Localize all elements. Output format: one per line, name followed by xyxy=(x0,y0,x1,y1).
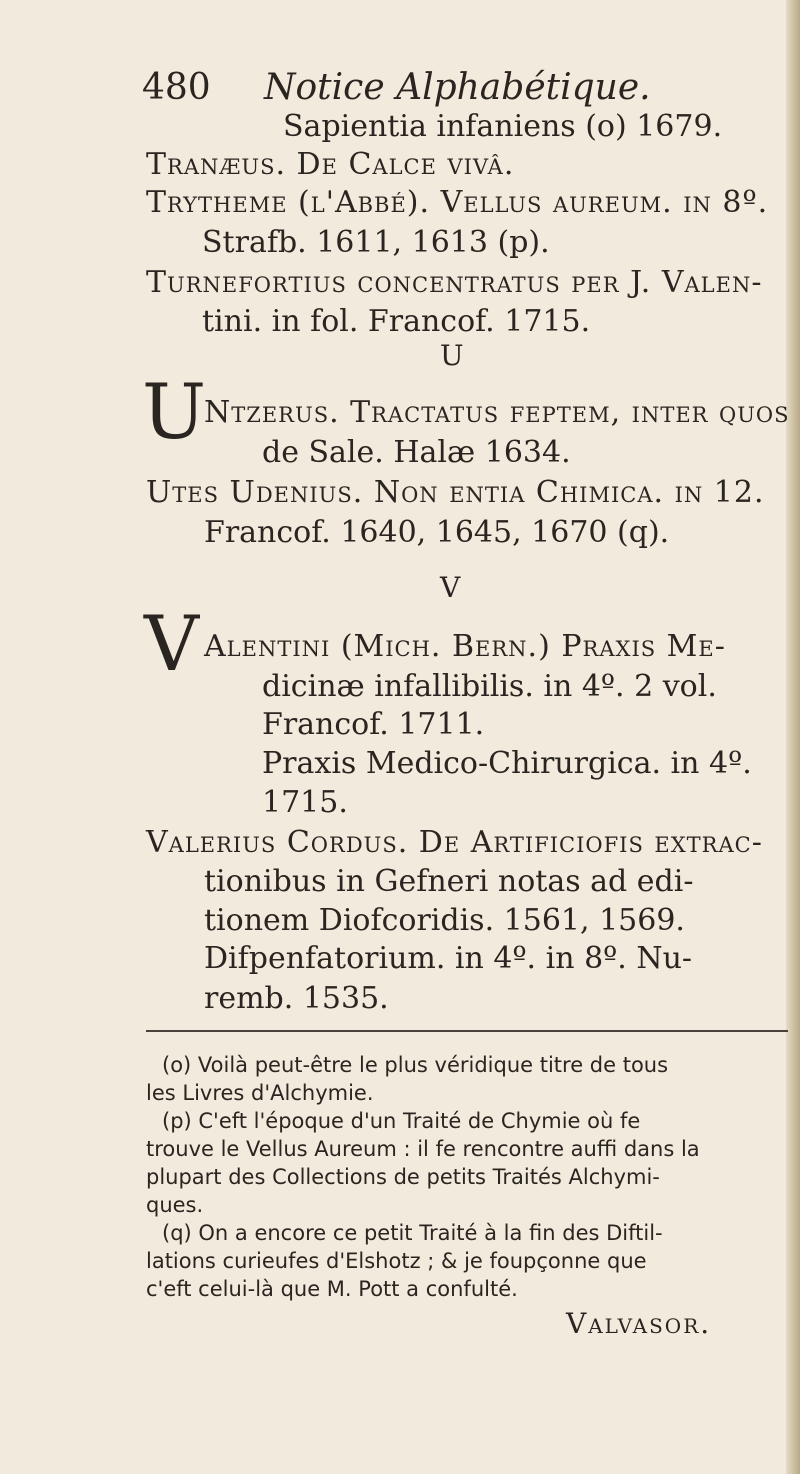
entry-line: Francof. 1711. xyxy=(262,707,485,742)
entry-line: Trytheme (l'Abbé). Vellus aureum. in 8º. xyxy=(146,185,769,220)
section-heading-v: V xyxy=(440,571,461,604)
footnote-line: ques. xyxy=(146,1193,204,1217)
entry-line: Francof. 1640, 1645, 1670 (q). xyxy=(204,515,670,550)
section-heading-u: U xyxy=(440,339,464,372)
footnote-line: les Livres d'Alchymie. xyxy=(146,1081,374,1105)
entry-line: Valerius Cordus. De Artificiofis extrac- xyxy=(146,825,763,860)
running-header xyxy=(142,68,651,108)
dropcap-v: V xyxy=(144,599,199,688)
entry-line: Praxis Medico-Chirurgica. in 4º. xyxy=(262,746,752,781)
footnote-line: lations curieufes d'Elshotz ; & je foupçonne que xyxy=(146,1249,647,1273)
entry-line: tionibus in Gefneri notas ad edi- xyxy=(204,864,694,899)
footnote-rule xyxy=(146,1030,788,1032)
footnote-line: plupart des Collections de petits Traités Alchymi- xyxy=(146,1165,660,1189)
running-title: Notice Alphabétique. xyxy=(264,67,651,108)
entry-line: Alentini (Mich. Bern.) Praxis Me- xyxy=(204,629,726,664)
dropcap-u: U xyxy=(142,367,207,456)
entry-line: tini. in fol. Francof. 1715. xyxy=(202,304,591,339)
entry-line: Ntzerus. Tractatus feptem, inter quos xyxy=(204,395,790,430)
entry-line: Strafb. 1611, 1613 (p). xyxy=(202,225,550,260)
footnote-line: (p) C'eft l'époque d'un Traité de Chymie où fe xyxy=(162,1109,641,1133)
entry-line: tionem Diofcoridis. 1561, 1569. xyxy=(204,903,685,938)
page-number: 480 xyxy=(142,67,211,108)
entry-line: de Sale. Halæ 1634. xyxy=(262,435,571,470)
entry-line: 1715. xyxy=(262,785,348,820)
entry-line: Utes Udenius. Non entia Chimica. in 12. xyxy=(146,475,765,510)
catchword: Valvasor. xyxy=(566,1307,712,1340)
footnote-line: c'eft celui-là que M. Pott a confulté. xyxy=(146,1277,518,1301)
page-edge xyxy=(786,0,800,1474)
footnote-line: trouve le Vellus Aureum : il fe rencontre auffi dans la xyxy=(146,1137,700,1161)
entry-line: dicinæ infallibilis. in 4º. 2 vol. xyxy=(262,669,717,704)
entry-line: Sapientia infaniens (o) 1679. xyxy=(283,109,723,144)
entry-line: Tranæus. De Calce vivâ. xyxy=(146,147,515,182)
entry-line: remb. 1535. xyxy=(204,981,389,1016)
entry-line: Turnefortius concentratus per J. Valen- xyxy=(146,265,763,300)
entry-line: Difpenfatorium. in 4º. in 8º. Nu- xyxy=(204,941,693,976)
footnote-line: (o) Voilà peut-être le plus véridique titre de tous xyxy=(162,1053,669,1077)
footnote-line: (q) On a encore ce petit Traité à la fin des Diftil- xyxy=(162,1221,663,1245)
